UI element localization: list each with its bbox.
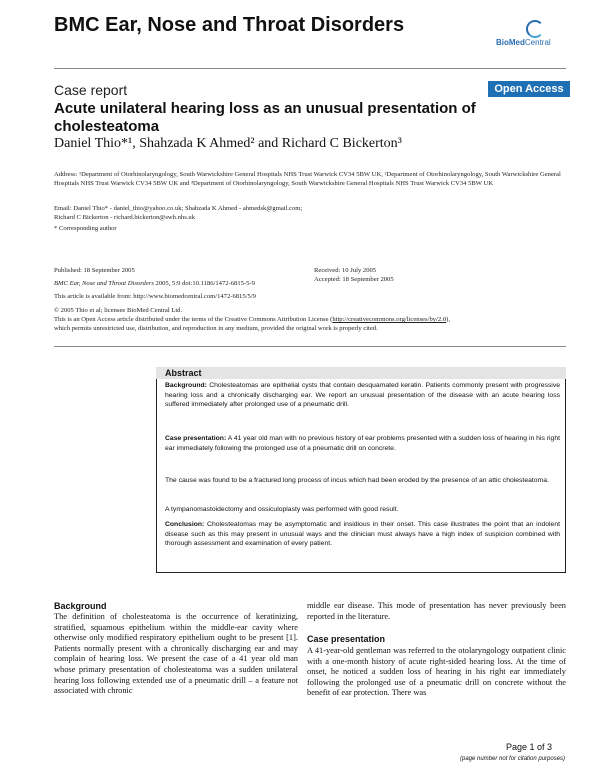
logo-part2: Central — [524, 38, 551, 47]
abstract-conclusion — [165, 520, 560, 549]
license-text-pre: This is an Open Access article distributed under the terms of the Creative Commons Attribution License ( — [54, 316, 333, 323]
abstract-heading: Abstract — [165, 368, 202, 378]
accepted-date: Accepted: 18 September 2005 — [314, 276, 394, 283]
case-presentation-text: A 41-year-old gentleman was referred to the otolaryngology outpatient clinic with a one-month history of acute right-sided hearing loss. At the time of onset, he noticed a sudden loss of hearing in his right ear immediately following the prolonged use of a pneumatic drill on concrete without the benefit of ear protection. There was — [307, 646, 566, 698]
metadata-divider — [54, 346, 566, 347]
license-line-2: which permits unrestricted use, distribution, and reproduction in any medium, provided the original work is properly cited. — [54, 325, 378, 332]
page-number: Page 1 of 3 — [506, 742, 553, 752]
abstract-background — [165, 381, 560, 410]
author-address: Address: ¹Department of Otorhinolaryngology, South Warwickshire General Hospitals NHS Trust Warwick CV34 5BW UK, ²Department of Otorhinolaryngology, South Warwickshire General Hospitals NHS Trust Warwick CV34 5BW UK and ³Department of Otorhinolaryngology, South Warwickshire General Hospitals NHS Trust Warwick CV34 5BW UK — [54, 171, 561, 187]
publication-info — [54, 266, 334, 301]
header-divider — [54, 68, 566, 69]
citation-details: 2005, 5:9 doi:10.1186/1472-6815-5-9 — [153, 280, 255, 287]
abstract-background-text: Cholesteatomas are epithelial cysts that contain desquamated keratin. Patients commonly present with progressive hearing loss and a chronically discharging ear. We report an unusual presentation of the disease with an acute hearing loss suffered immediately after prolonged use of a pneumatic drill. — [165, 382, 560, 409]
abstract-surgery: A tympanomastoidectomy and ossiculoplasty was performed with good result. — [165, 506, 399, 513]
received-date: Received: 10 July 2005 — [314, 267, 377, 274]
abstract-conclusion-label: Conclusion: — [165, 521, 205, 528]
background-heading: Background — [54, 601, 107, 611]
abstract-case-label: Case presentation: — [165, 435, 227, 442]
abstract-background-label: Background: — [165, 382, 207, 389]
license-text-post: ), — [446, 316, 450, 323]
case-presentation-heading: Case presentation — [307, 634, 386, 644]
article-title: Acute unilateral hearing loss as an unusual presentation of cholesteatoma — [54, 100, 476, 135]
copyright-line: © 2005 Thio et al; licensee BioMed Central Ltd. — [54, 307, 183, 314]
email-line-1: Email: Daniel Thio* - daniel_thio@yahoo.co.uk; Shahzada K Ahmed - ahmedsk@gmail.com; — [54, 205, 303, 212]
biomed-central-logo — [496, 20, 566, 52]
citation-line — [54, 279, 334, 288]
corresponding-author-note: * Corresponding author — [54, 225, 117, 232]
article-type: Case report — [54, 82, 128, 98]
license-block — [54, 306, 566, 333]
right-column-intro: middle ear disease. This mode of presentation has never previously been reported in the literature. — [307, 601, 566, 621]
background-text: The definition of cholesteatoma is the occurrence of keratinizing, stratified, squamous epithelium within the middle-ear cavity where otherwise only modified respiratory epithelium ought to be present [1]. Patients normally present with a chronically discharging ear and may complain of hearing loss. We present the case of a 41 year old man whose primary presentation of cholesteatoma was a sudden unilateral hearing loss following extended use of a pneumatic drill – a feature not associated with chronic — [54, 612, 298, 696]
license-line-1 — [54, 315, 566, 324]
submission-dates — [314, 266, 514, 284]
abstract-cause: The cause was found to be a fractured long process of incus which had been eroded by the presence of an attic cholesteatoma. — [165, 477, 549, 484]
author-emails — [54, 204, 564, 222]
biomed-logo-icon — [526, 20, 544, 38]
author-list: Daniel Thio*¹, Shahzada K Ahmed² and Richard C Bickerton³ — [54, 136, 402, 151]
published-date: Published: 18 September 2005 — [54, 267, 135, 274]
abstract-case-text: A 41 year old man with no previous history of ear problems presented with a sudden loss of hearing in his right ear immediately following the prolonged use of a pneumatic drill on concrete. — [165, 435, 560, 452]
license-link[interactable]: http://creativecommons.org/licenses/by/2.0 — [332, 316, 447, 323]
citation-note: (page number not for citation purposes) — [460, 756, 566, 762]
article-url[interactable]: This article is available from: http://www.biomedcentral.com/1472-6815/5/9 — [54, 293, 256, 300]
email-line-2: Richard C Bickerton - richard.bickerton@swh.nhs.uk — [54, 214, 196, 221]
open-access-badge: Open Access — [488, 81, 570, 97]
abstract-conclusion-text: Cholesteatomas may be asymptomatic and insidious in their onset. This case illustrates the point that an indolent disease such as this may present in unusual ways and the clinician must always have a high index of suspicion combined with thorough assessment and examination of every patient. — [165, 521, 560, 548]
abstract-case — [165, 434, 560, 453]
abstract-header-bar — [156, 367, 566, 379]
journal-title: BMC Ear, Nose and Throat Disorders — [54, 14, 405, 36]
citation-journal: BMC Ear, Nose and Throat Disorders — [54, 280, 154, 287]
logo-part1: BioMed — [496, 38, 525, 47]
